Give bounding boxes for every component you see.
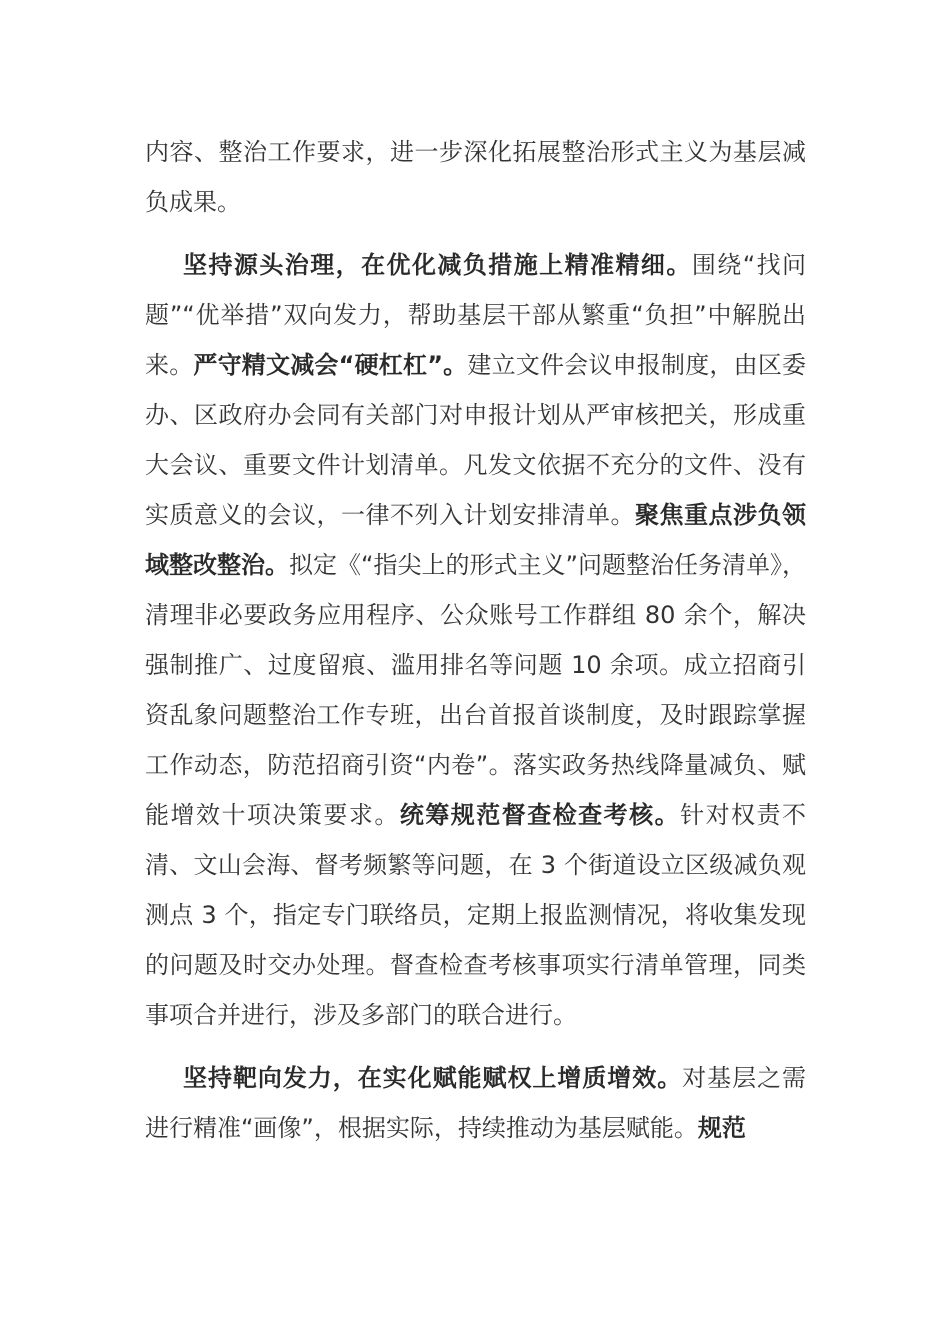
- paragraph-continuation: [145, 127, 806, 227]
- body-text: 对基层之需进行精准“画像”，根据实际，持续推动为基层赋能。: [145, 1064, 807, 1142]
- section-heading-source-governance: 坚持源头治理，在优化减负措施上精准精细。: [183, 251, 692, 279]
- subheading-inspection: 统筹规范督查检查考核。: [399, 801, 681, 829]
- body-text: 内容、整治工作要求，进一步深化拓展整治形式主义为基层减负成果。: [145, 138, 806, 216]
- document-body: [145, 127, 806, 1153]
- paragraph-source-governance: [145, 240, 806, 1040]
- body-text: 针对权责不清、文山会海、督考频繁等问题，在 3 个街道设立区级减负观测点 3 个，指定专门联络员，定期上报监测情况，将收集发现的问题及时交办处理。督查检查考核事项实行清单管理，同类事项合并进行，涉及多部门的联合进行。: [145, 801, 807, 1029]
- subheading-documents-meetings: 严守精文减会“硬杠杠”。: [193, 351, 468, 379]
- body-text: 拟定《“指尖上的形式主义”问题整治任务清单》，清理非必要政务应用程序、公众账号工作群组 80 余个，解决强制推广、过度留痕、滥用排名等问题 10 余项。成立招商引资乱象问题整治工作专班，出台首报首谈制度，及时跟踪掌握工作动态，防范招商引资“内卷”。落实政务热线降量减负、赋能增效十项决策要求。: [145, 551, 806, 829]
- body-text: 建立文件会议申报制度，由区委办、区政府办会同有关部门对申报计划从严审核把关，形成重大会议、重要文件计划清单。凡发文依据不充分的文件、没有实质意义的会议，一律不列入计划安排清单。: [145, 351, 807, 529]
- section-heading-targeted-empowerment: 坚持靶向发力，在实化赋能赋权上增质增效。: [183, 1064, 683, 1092]
- body-text: 围绕“找问题”“优举措”双向发力，帮助基层干部从繁重“负担”中解脱出来。: [145, 251, 807, 379]
- paragraph-targeted-empowerment: [145, 1053, 806, 1153]
- subheading-key-areas: 聚焦重点涉负领域整改整治。: [145, 501, 806, 579]
- subheading-standardize: 规范: [697, 1114, 746, 1142]
